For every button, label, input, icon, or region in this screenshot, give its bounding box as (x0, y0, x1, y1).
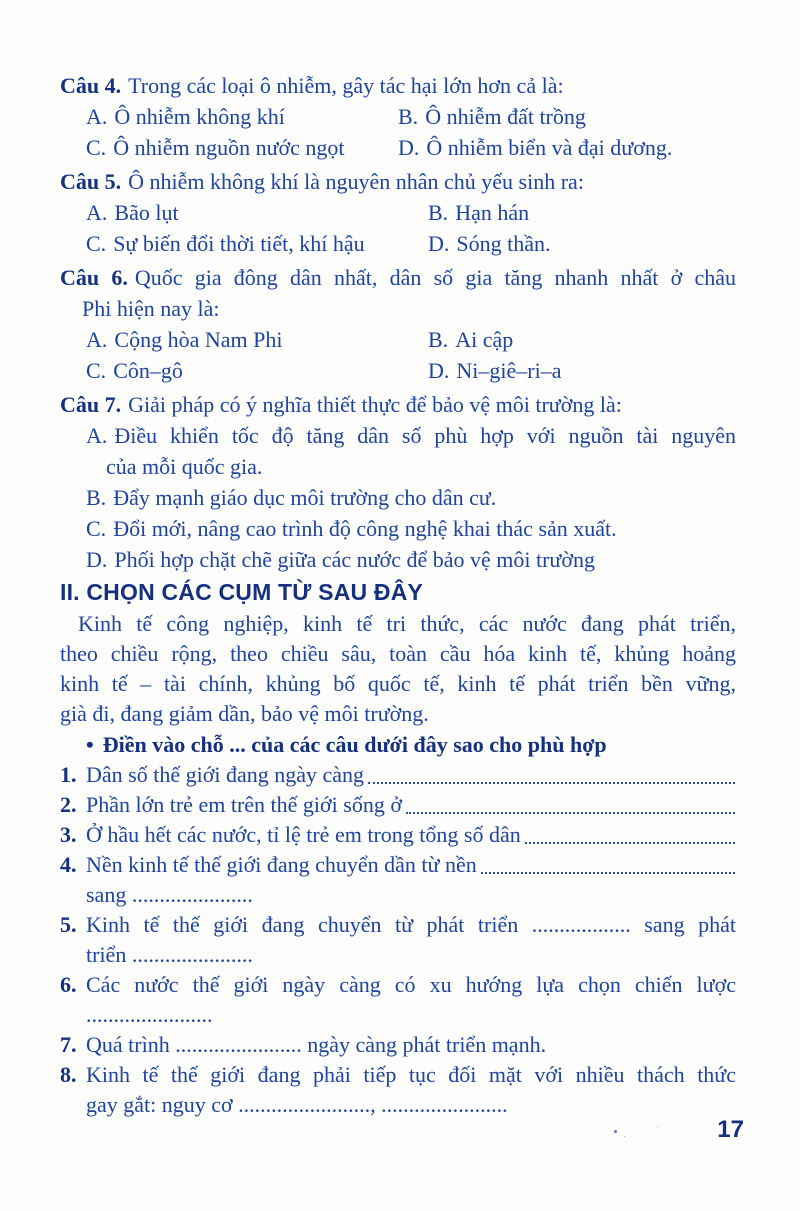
question-4-option-b: B. Ô nhiễm đất trồng (398, 104, 586, 129)
question-7-text: Giải pháp có ý nghĩa thiết thực để bảo vệ môi trường là: (128, 392, 622, 417)
question-5-option-d: D. Sóng thần. (428, 231, 551, 256)
question-4 (60, 70, 736, 163)
question-6-text-line2: Phi hiện nay là: (82, 296, 220, 321)
dotted-leader (406, 812, 735, 814)
question-4-option-a: A. Ô nhiễm không khí (86, 104, 285, 129)
question-6-option-c: C. Côn–gô (86, 358, 183, 383)
fill-item-5-line2: triển ...................... (86, 942, 253, 967)
question-7-stem (60, 389, 736, 420)
dotted-leader (368, 782, 735, 784)
question-5 (60, 166, 736, 259)
question-6-text-line1: Quốc gia đông dân nhất, dân số gia tăng nhanh nhất ở châu (134, 265, 736, 290)
question-7-option-b: B. Đẩy mạnh giáo dục môi trường cho dân cư. (86, 485, 497, 510)
fill-item-5: 5. Kinh tế thế giới đang chuyển từ phát triển .................. sang phát (60, 912, 736, 937)
bullet-icon: • (86, 732, 94, 757)
question-7-option-a-line2: của mỗi quốc gia. (106, 454, 263, 479)
question-4-option-c: C. Ô nhiễm nguồn nước ngọt (86, 135, 345, 160)
question-6-option-a: A. Cộng hòa Nam Phi (86, 327, 283, 352)
word-bank-line-1: Kinh tế công nghiệp, kinh tế tri thức, các nước đang phát triển, (78, 611, 736, 636)
question-6 (60, 262, 736, 386)
word-bank-line-2: theo chiều rộng, theo chiều sâu, toàn cầu hóa kinh tế, khủng hoảng (60, 641, 736, 666)
dotted-leader (481, 872, 735, 874)
question-7-option-c: C. Đổi mới, nâng cao trình độ công nghệ khai thác sản xuất. (86, 516, 617, 541)
page-number: 17 (717, 1116, 744, 1143)
question-4-option-d: D. Ô nhiễm biển và đại dương. (398, 135, 673, 160)
section-2-heading: II. CHỌN CÁC CỤM TỪ SAU ĐÂY (60, 579, 424, 605)
fill-item-4-line2: sang ...................... (86, 882, 253, 907)
question-7-option-a: A. Điều khiển tốc độ tăng dân số phù hợp với nguồn tài nguyên (86, 423, 736, 448)
fill-item-7: 7. Quá trình ....................... ngày càng phát triển mạnh. (60, 1032, 547, 1057)
fill-item-6-line2: ....................... (86, 1002, 213, 1027)
question-7 (60, 389, 736, 575)
fill-item-1: 1. Dân số thế giới đang ngày càng (60, 760, 736, 790)
fill-instruction-text: Điền vào chỗ ... của các câu dưới đây sao cho phù hợp (102, 732, 607, 757)
question-6-stem (60, 262, 736, 293)
question-6-option-b: B. Ai cập (428, 327, 514, 352)
question-6-options (60, 324, 736, 386)
question-5-options (60, 197, 736, 259)
question-5-stem (60, 166, 736, 197)
question-6-option-d: D. Ni–giê–ri–a (428, 358, 562, 383)
print-speck-artifact (614, 1130, 617, 1133)
fill-item-4: 4. Nền kinh tế thế giới đang chuyển dần từ nền (60, 850, 736, 880)
dotted-leader (525, 842, 735, 844)
fill-item-8: 8. Kinh tế thế giới đang phải tiếp tục đối mặt với nhiều thách thức (60, 1062, 736, 1087)
question-6-label: Câu 6. (60, 265, 128, 290)
question-5-option-c: C. Sự biến đổi thời tiết, khí hậu (86, 231, 365, 256)
fill-item-8-line2: gay gắt: nguy cơ ........................, ....................... (86, 1092, 508, 1117)
question-4-stem (60, 70, 736, 101)
question-5-option-a: A. Bão lụt (86, 200, 179, 225)
question-5-label: Câu 5. (60, 169, 122, 194)
question-4-label: Câu 4. (60, 73, 122, 98)
word-bank-line-4: già đi, đang giảm dần, bảo vệ môi trường. (60, 701, 429, 726)
question-4-options (60, 101, 736, 163)
fill-item-3: 3. Ở hầu hết các nước, tỉ lệ trẻ em trong tổng số dân (60, 820, 736, 850)
question-7-label: Câu 7. (60, 392, 122, 417)
word-bank-line-3: kinh tế – tài chính, khủng bố quốc tế, kinh tế phát triển bền vững, (60, 671, 736, 696)
fill-item-2: 2. Phần lớn trẻ em trên thế giới sống ở (60, 790, 736, 820)
question-7-option-d: D. Phối hợp chặt chẽ giữa các nước để bảo vệ môi trường (86, 547, 595, 572)
fill-instruction (60, 729, 736, 760)
question-5-option-b: B. Hạn hán (428, 200, 530, 225)
question-4-text: Trong các loại ô nhiễm, gây tác hại lớn hơn cả là: (128, 73, 564, 98)
question-5-text: Ô nhiễm không khí là nguyên nhân chủ yếu sinh ra: (128, 169, 584, 194)
fill-item-6: 6. Các nước thế giới ngày càng có xu hướng lựa chọn chiến lược (60, 972, 736, 997)
